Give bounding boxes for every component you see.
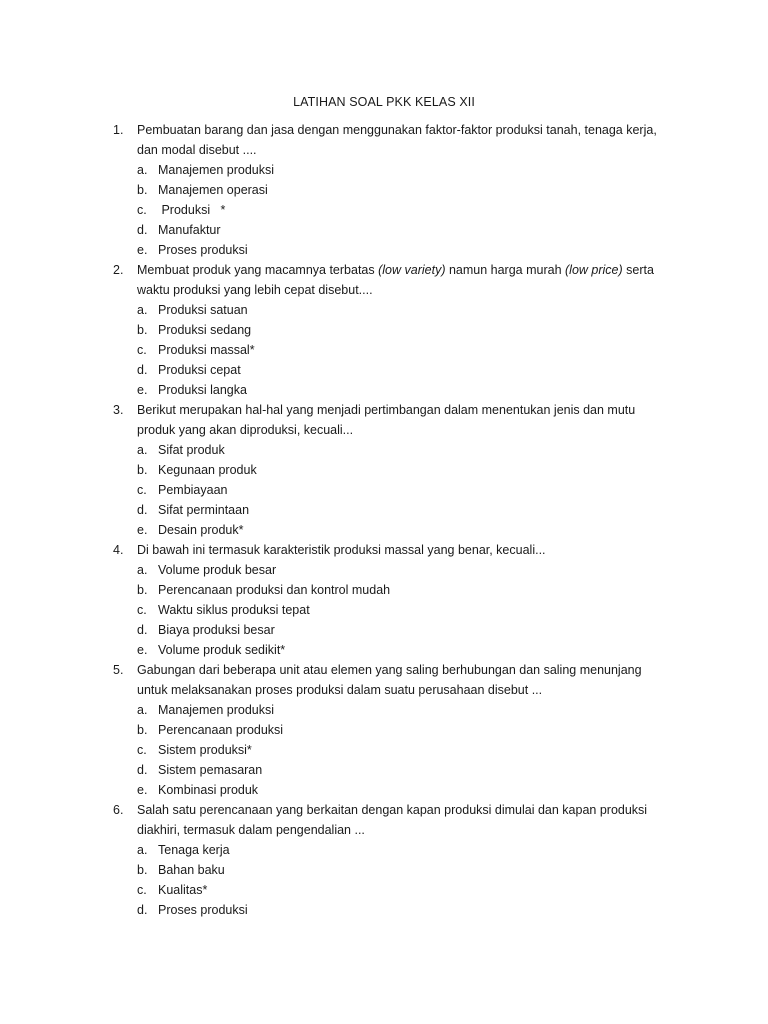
question-text-line: Pembuatan barang dan jasa dengan menggunakan faktor-faktor produksi tanah, tenaga kerja, [137, 123, 657, 137]
question-text-segment: namun harga murah [445, 263, 565, 277]
option-a [0, 440, 768, 460]
option-letter: a. [137, 703, 148, 717]
option-letter: a. [137, 563, 148, 577]
option-letter: c. [137, 603, 147, 617]
option-e [0, 520, 768, 540]
question-number: 3. [113, 403, 124, 417]
question-4 [0, 540, 768, 660]
question-number: 6. [113, 803, 124, 817]
option-b [0, 860, 768, 880]
question-text-line: dan modal disebut .... [137, 143, 257, 157]
question-text [137, 120, 677, 160]
option-letter: d. [137, 623, 148, 637]
question-number: 1. [113, 123, 124, 137]
question-list [0, 120, 768, 920]
option-text: Produksi langka [158, 383, 247, 397]
option-letter: e. [137, 783, 148, 797]
option-letter: d. [137, 903, 148, 917]
question-text-line: Di bawah ini termasuk karakteristik produksi massal yang benar, kecuali... [137, 543, 546, 557]
option-c [0, 200, 768, 220]
option-letter: d. [137, 503, 148, 517]
question-text [137, 260, 677, 300]
option-c [0, 740, 768, 760]
option-text: Sistem produksi* [158, 743, 252, 757]
option-text: Produksi sedang [158, 323, 252, 337]
question-5 [0, 660, 768, 800]
option-letter: e. [137, 383, 148, 397]
option-b [0, 720, 768, 740]
option-c [0, 340, 768, 360]
option-letter: b. [137, 183, 148, 197]
option-b [0, 460, 768, 480]
option-list [0, 560, 768, 660]
option-text: Pembiayaan [158, 483, 228, 497]
question-1 [0, 120, 768, 260]
option-a [0, 300, 768, 320]
option-text: Manajemen operasi [158, 183, 268, 197]
option-text: Produksi massal* [158, 343, 255, 357]
question-text-line: waktu produksi yang lebih cepat disebut.... [137, 283, 373, 297]
option-list [0, 160, 768, 260]
question-text-line: produk yang akan diproduksi, kecuali... [137, 423, 354, 437]
option-d [0, 500, 768, 520]
option-letter: c. [137, 203, 147, 217]
question-text [137, 400, 677, 440]
question-text-line: Salah satu perencanaan yang berkaitan dengan kapan produksi dimulai dan kapan produksi [137, 803, 648, 817]
option-d [0, 620, 768, 640]
option-d [0, 220, 768, 240]
question-3 [0, 400, 768, 540]
option-letter: c. [137, 483, 147, 497]
option-c [0, 480, 768, 500]
option-text: Volume produk besar [158, 563, 277, 577]
option-letter: e. [137, 643, 148, 657]
option-text: Perencanaan produksi [158, 723, 284, 737]
option-letter: e. [137, 243, 148, 257]
option-b [0, 180, 768, 200]
option-text: Sifat permintaan [158, 503, 250, 517]
question-number: 2. [113, 263, 124, 277]
option-list [0, 700, 768, 800]
option-text: Waktu siklus produksi tepat [158, 603, 310, 617]
question-text [137, 660, 677, 700]
option-a [0, 560, 768, 580]
option-letter: b. [137, 863, 148, 877]
option-letter: c. [137, 743, 147, 757]
option-letter: c. [137, 343, 147, 357]
option-text: Tenaga kerja [158, 843, 230, 857]
option-letter: d. [137, 763, 148, 777]
option-text: Biaya produksi besar [158, 623, 275, 637]
option-a [0, 160, 768, 180]
option-list [0, 300, 768, 400]
option-text: Kombinasi produk [158, 783, 259, 797]
option-e [0, 380, 768, 400]
option-text: Sifat produk [158, 443, 225, 457]
option-text: Desain produk* [158, 523, 244, 537]
option-letter: b. [137, 723, 148, 737]
option-text: Manufaktur [158, 223, 221, 237]
option-e [0, 240, 768, 260]
question-text-italic: (low price) [565, 263, 623, 277]
question-text-segment: Membuat produk yang macamnya terbatas [137, 263, 379, 277]
option-d [0, 360, 768, 380]
option-c [0, 880, 768, 900]
question-text-line [137, 260, 677, 280]
question-number: 4. [113, 543, 124, 557]
document-title: LATIHAN SOAL PKK KELAS XII [293, 95, 475, 109]
option-letter: b. [137, 323, 148, 337]
question-2 [0, 260, 768, 400]
option-e [0, 780, 768, 800]
question-text-line: diakhiri, termasuk dalam pengendalian ... [137, 823, 365, 837]
option-letter: a. [137, 303, 148, 317]
option-text: Kualitas* [158, 883, 208, 897]
option-letter: a. [137, 843, 148, 857]
option-letter: a. [137, 443, 148, 457]
option-a [0, 840, 768, 860]
option-letter: a. [137, 163, 148, 177]
option-letter: d. [137, 223, 148, 237]
option-text: Manajemen produksi [158, 163, 275, 177]
question-text-line: Berikut merupakan hal-hal yang menjadi pertimbangan dalam menentukan jenis dan mutu [137, 403, 636, 417]
question-text-segment: serta [622, 263, 654, 277]
option-text: Produksi * [158, 203, 226, 217]
option-text: Volume produk sedikit* [158, 643, 286, 657]
option-text: Proses produksi [158, 243, 248, 257]
option-list [0, 440, 768, 540]
option-text: Kegunaan produk [158, 463, 257, 477]
question-text-italic: (low variety) [378, 263, 446, 277]
question-text-line: Gabungan dari beberapa unit atau elemen yang saling berhubungan dan saling menunjang [137, 663, 642, 677]
option-text: Manajemen produksi [158, 703, 275, 717]
option-e [0, 640, 768, 660]
option-text: Bahan baku [158, 863, 225, 877]
option-letter: b. [137, 583, 148, 597]
question-text [137, 540, 677, 560]
option-d [0, 760, 768, 780]
option-c [0, 600, 768, 620]
question-6 [0, 800, 768, 920]
option-b [0, 580, 768, 600]
option-list [0, 840, 768, 920]
option-b [0, 320, 768, 340]
option-letter: b. [137, 463, 148, 477]
option-text: Sistem pemasaran [158, 763, 263, 777]
option-letter: e. [137, 523, 148, 537]
question-text-line: untuk melaksanakan proses produksi dalam suatu perusahaan disebut ... [137, 683, 543, 697]
option-text: Produksi cepat [158, 363, 241, 377]
option-letter: c. [137, 883, 147, 897]
question-text [137, 800, 677, 840]
option-letter: d. [137, 363, 148, 377]
option-a [0, 700, 768, 720]
option-text: Proses produksi [158, 903, 248, 917]
question-number: 5. [113, 663, 124, 677]
option-d [0, 900, 768, 920]
option-text: Produksi satuan [158, 303, 248, 317]
option-text: Perencanaan produksi dan kontrol mudah [158, 583, 391, 597]
